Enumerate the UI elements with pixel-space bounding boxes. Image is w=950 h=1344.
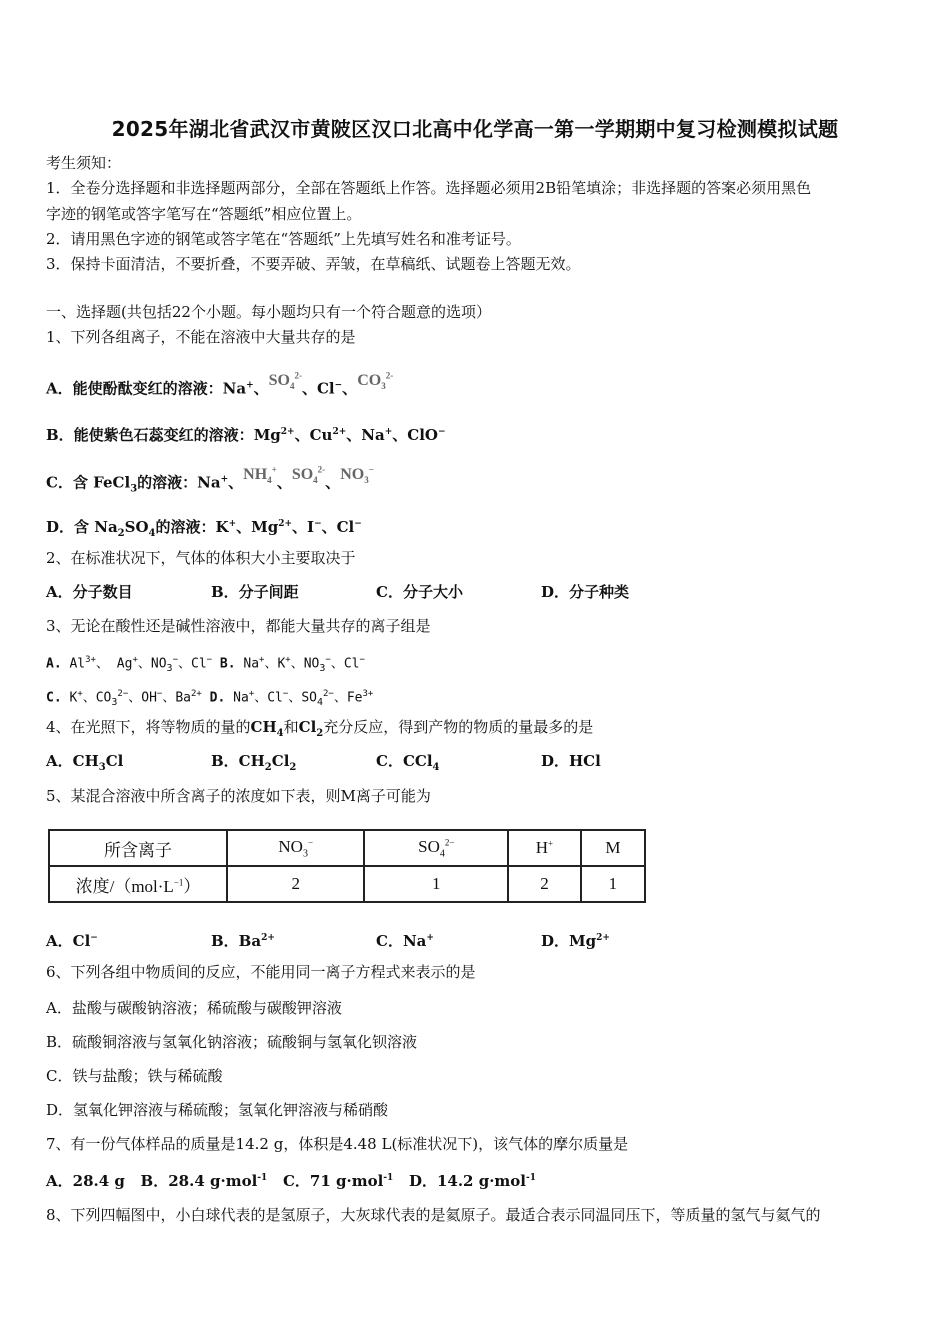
ion-concentration-table — [48, 829, 646, 903]
question-3-options-cd: C. K+、$CO_3^{2-}$、OH−、$Ba^{2+}$ D. Na+、Cl−、$SO_4^{2-}$、$Fe^{3+}$ — [46, 689, 374, 708]
question-7-options: A．28.4 g B．28.4 g·mol$^{-1}$ C．71 g·mol$^{-1}$ D．14.2 g·mol$^{-1}$ — [46, 1172, 536, 1190]
question-5-stem: 5、某混合溶液中所含离子的浓度如下表，则M离子可能为 — [46, 787, 431, 805]
question-4-option-d: D．HCl — [541, 752, 601, 770]
table-cell-no3: $NO_3^-$ — [227, 830, 364, 866]
question-5-option-c: C．Na+ — [376, 932, 434, 950]
question-8-stem: 8、下列四幅图中，小白球代表的是氢原子，大灰球代表的是氦原子。最适合表示同温同压下，等质量的氢气与氦气的 — [46, 1206, 821, 1224]
question-1-option-c: C．含 FeCl$_3$的溶液：Na+、$NH_4^+$、$SO_4^{2-}$、$NO_3^-$ — [46, 465, 374, 495]
question-6-option-b: B．硫酸铜溶液与氢氧化钠溶液；硫酸铜与氢氧化钡溶液 — [46, 1033, 418, 1051]
table-cell-m: M — [581, 830, 645, 866]
question-2-option-b: B．分子间距 — [211, 583, 299, 601]
table-cell-so4: $SO_4^{2-}$ — [364, 830, 508, 866]
question-4-option-c: C．CCl$_4$ — [376, 752, 440, 773]
question-5-option-d: D．$Mg^{2+}$ — [541, 932, 610, 950]
table-cell-h: H+ — [508, 830, 581, 866]
table-cell-value: 2 — [227, 866, 364, 902]
question-1-option-b: B．能使紫色石蕊变红的溶液：$Mg^{2+}$、$Cu^{2+}$、Na+、ClO− — [46, 426, 446, 444]
notice-item-1b: 字迹的钢笔或答字笔写在“答题纸”相应位置上。 — [46, 205, 362, 223]
question-1-stem: 1、下列各组离子，不能在溶液中大量共存的是 — [46, 328, 356, 346]
question-6-option-a: A．盐酸与碳酸钠溶液；稀硫酸与碳酸钾溶液 — [46, 999, 342, 1017]
question-2-option-d: D．分子种类 — [541, 583, 630, 601]
notice-heading: 考生须知： — [46, 154, 122, 172]
question-2-stem: 2、在标准状况下，气体的体积大小主要取决于 — [46, 549, 356, 567]
question-5-option-b: B．$Ba^{2+}$ — [211, 932, 275, 950]
question-6-option-d: D．氢氧化钾溶液与稀硫酸；氢氧化钾溶液与稀硝酸 — [46, 1101, 389, 1119]
notice-item-3: 3．保持卡面清洁，不要折叠，不要弄破、弄皱，在草稿纸、试题卷上答题无效。 — [46, 255, 581, 273]
table-cell-value: 1 — [581, 866, 645, 902]
table-cell-value: 2 — [508, 866, 581, 902]
table-cell-value: 1 — [364, 866, 508, 902]
table-row — [49, 830, 645, 866]
notice-item-2: 2．请用黑色字迹的钢笔或答字笔在“答题纸”上先填写姓名和准考证号。 — [46, 230, 521, 248]
question-3-options-ab: A. $Al^{3+}$、 Ag+、$NO_3^-$、Cl− B. Na+、K+、$NO_3^-$、Cl− — [46, 655, 365, 674]
question-3-stem: 3、无论在酸性还是碱性溶液中，都能大量共存的离子组是 — [46, 617, 431, 635]
table-row-label: 浓度$/(mol\cdot L^{-1})$ — [49, 866, 227, 902]
notice-item-1a: 1．全卷分选择题和非选择题两部分，全部在答题纸上作答。选择题必须用2B铅笔填涂；非选择题的答案必须用黑色 — [46, 179, 812, 197]
question-5-option-a: A．Cl− — [46, 932, 98, 950]
question-4-option-b: B．$CH_2Cl_2$ — [211, 752, 297, 773]
question-7-stem: 7、有一份气体样品的质量是14.2 g，体积是4.48 L(标准状况下)，该气体的摩尔质量是 — [46, 1135, 629, 1153]
question-1-option-a: A．能使酚酞变红的溶液：Na+、$SO_4^{2-}$、Cl−、$CO_3^{2-}$ — [46, 371, 394, 398]
question-6-stem: 6、下列各组中物质间的反应，不能用同一离子方程式来表示的是 — [46, 963, 476, 981]
question-2-option-c: C．分子大小 — [376, 583, 463, 601]
question-2-option-a: A．分子数目 — [46, 583, 133, 601]
table-header-label: 所含离子 — [49, 830, 227, 866]
section-heading: 一、选择题(共包括22个小题。每小题均只有一个符合题意的选项） — [46, 303, 491, 321]
page-title: 2025年湖北省武汉市黄陂区汉口北高中化学高一第一学期期中复习检测模拟试题 — [111, 117, 839, 141]
question-1-option-d: D．含 $Na_2SO_4$的溶液：K+、$Mg^{2+}$、I−、Cl− — [46, 518, 362, 539]
table-row — [49, 866, 645, 902]
question-4-option-a: A．$CH_3Cl$ — [46, 752, 124, 773]
question-4-stem: 4、在光照下，将等物质的量的$CH_4$和$Cl_2$充分反应，得到产物的物质的量最多的是 — [46, 718, 594, 739]
question-6-option-c: C．铁与盐酸；铁与稀硫酸 — [46, 1067, 223, 1085]
